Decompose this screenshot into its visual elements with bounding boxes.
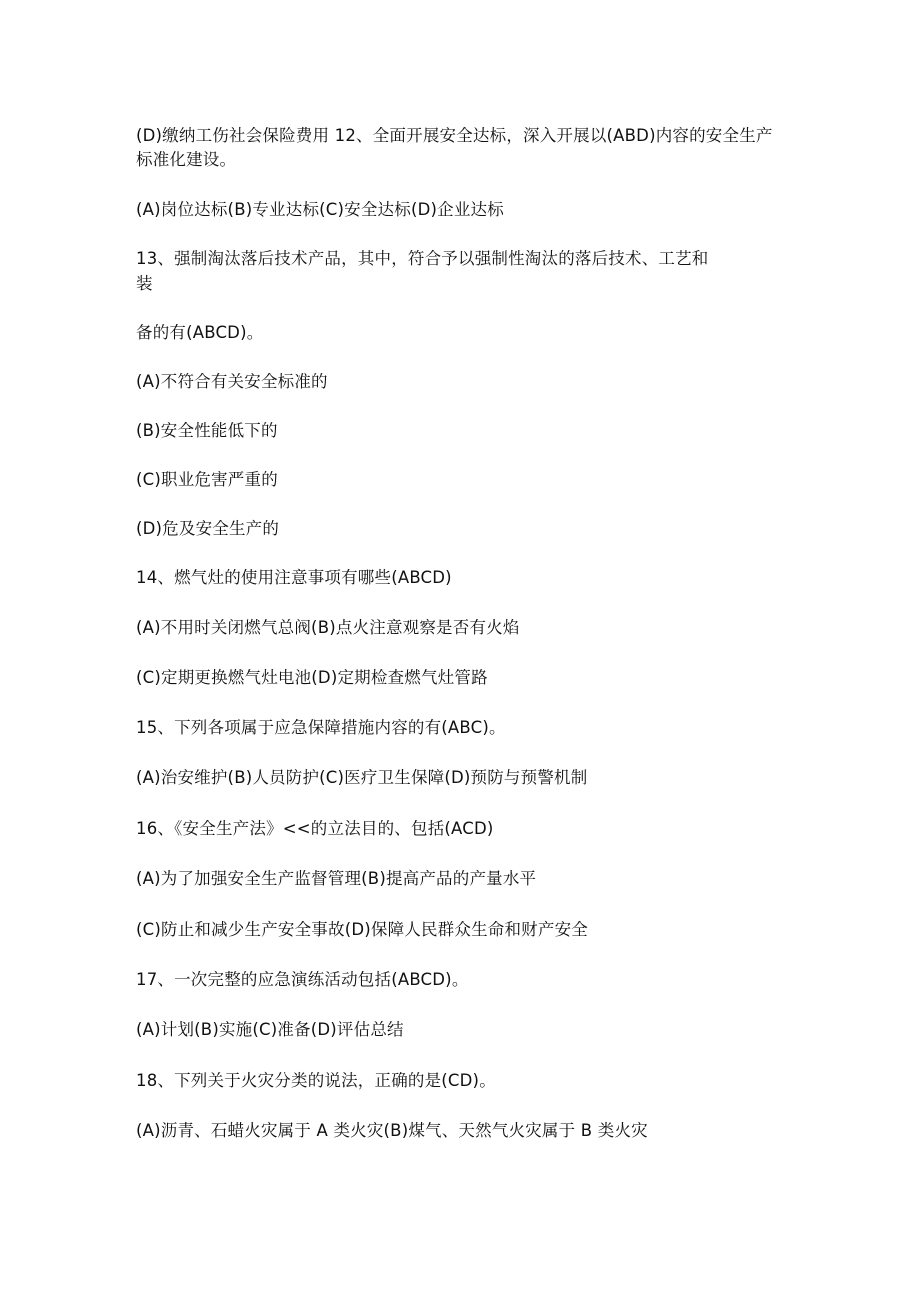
text-line-q13-option-b: (B)安全性能低下的 xyxy=(136,421,278,440)
text-line-q13-cont2: 备的有(ABCD)。 xyxy=(136,323,264,342)
text-line-q13-cont: 装 xyxy=(136,274,153,293)
text-line-q18: 18、下列关于火灾分类的说法，正确的是(CD)。 xyxy=(136,1071,496,1090)
text-line-q13-option-d: (D)危及安全生产的 xyxy=(136,519,280,538)
text-line-q13-option-c: (C)职业危害严重的 xyxy=(136,470,278,489)
text-line-q12-options: (A)岗位达标(B)专业达标(C)安全达标(D)企业达标 xyxy=(136,200,504,219)
text-line-q18-options: (A)沥青、石蜡火灾属于 A 类火灾(B)煤气、天然气火灾属于 B 类火灾 xyxy=(136,1121,648,1140)
text-line-q15-options: (A)治安维护(B)人员防护(C)医疗卫生保障(D)预防与预警机制 xyxy=(136,768,588,787)
text-line-q15: 15、下列各项属于应急保障措施内容的有(ABC)。 xyxy=(136,718,506,737)
text-line-q12: (D)缴纳工伤社会保险费用 12、全面开展安全达标，深入开展以(ABD)内容的安全生产标准化建设。 xyxy=(136,126,773,169)
text-line-q16-options-cd: (C)防止和减少生产安全事故(D)保障人民群众生命和财产安全 xyxy=(136,920,588,939)
text-line-q16-options-ab: (A)为了加强安全生产监督管理(B)提高产品的产量水平 xyxy=(136,869,537,888)
text-line-q16: 16、《安全生产法》<<的立法目的、包括(ACD) xyxy=(136,819,494,838)
text-line-q17-options: (A)计划(B)实施(C)准备(D)评估总结 xyxy=(136,1020,404,1039)
text-line-q13: 13、强制淘汰落后技术产品，其中，符合予以强制性淘汰的落后技术、工艺和 xyxy=(136,249,709,268)
text-line-q14: 14、燃气灶的使用注意事项有哪些(ABCD) xyxy=(136,568,452,587)
text-line-q14-options-cd: (C)定期更换燃气灶电池(D)定期检查燃气灶管路 xyxy=(136,668,488,687)
text-line-q14-options-ab: (A)不用时关闭燃气总阀(B)点火注意观察是否有火焰 xyxy=(136,618,520,637)
text-line-q17: 17、一次完整的应急演练活动包括(ABCD)。 xyxy=(136,970,469,989)
text-line-q13-option-a: (A)不符合有关安全标准的 xyxy=(136,372,328,391)
